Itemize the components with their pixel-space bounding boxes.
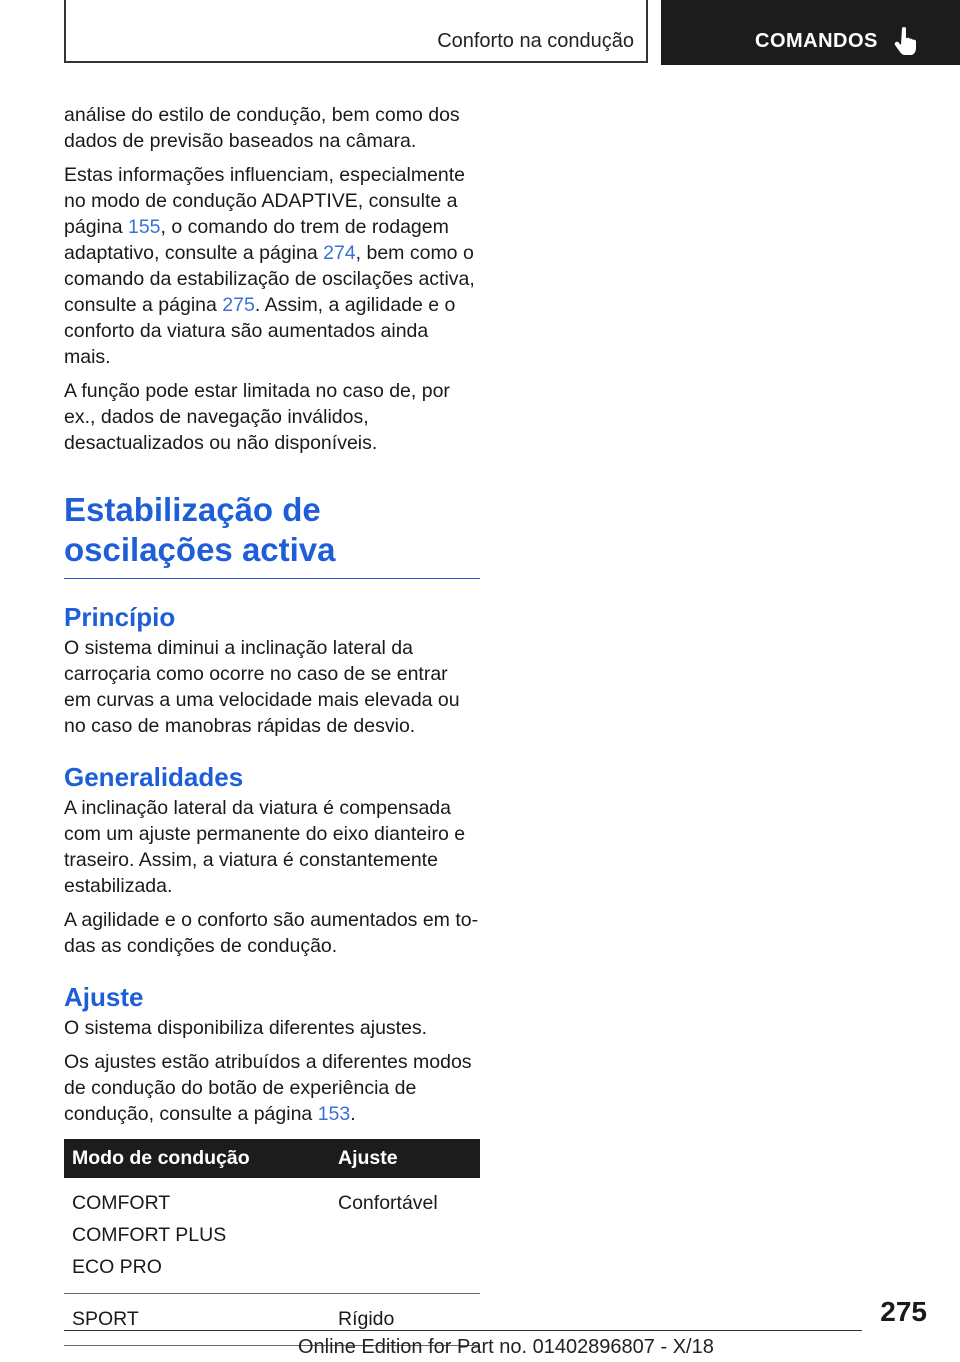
- principio-heading: Princípio: [64, 602, 176, 632]
- generalidades-text-2: A agilidade e o conforto são aumentados em todas as condições de condução.: [64, 909, 479, 957]
- text-run: .: [350, 1103, 356, 1125]
- mode-name: SPORT: [72, 1308, 139, 1330]
- page-reference-link[interactable]: 274: [323, 242, 356, 264]
- table-header-setting: Ajuste: [330, 1139, 480, 1178]
- principio-text: O sistema diminui a inclinação lateral da carroçaria como ocorre no caso de se entrar em curvas a uma velocidade mais elevada ou no caso de manobras rápidas de desvio.: [64, 637, 460, 737]
- setting-value: Rígido: [338, 1308, 395, 1330]
- intro-paragraph: [64, 102, 480, 154]
- generalidades-text-1: A inclinação lateral da viatura é compensada com um ajuste permanente do eixo dianteiro e traseiro. Assim, a viatura é constantemente estabilizada.: [64, 797, 466, 897]
- pointing-hand-icon: [893, 26, 919, 56]
- page-reference-link[interactable]: 153: [317, 1103, 351, 1125]
- mode-name: COMFORT: [72, 1192, 171, 1214]
- text-run: análise do estilo de condução, bem como dos dados de previsão baseados na câmara.: [64, 104, 460, 152]
- intro-paragraph: [64, 378, 480, 456]
- page-number: 275: [880, 1296, 927, 1327]
- intro-paragraphs: [64, 102, 480, 456]
- intro-paragraph: [64, 162, 480, 370]
- page-reference-link[interactable]: 275: [222, 294, 255, 316]
- settings-table: [64, 1139, 480, 1346]
- generalidades-heading: Generalidades: [64, 762, 244, 792]
- ajuste-heading: Ajuste: [64, 982, 144, 1012]
- text-run: . Assim, a agilidade e o conforto da viatura são aumentados ainda mais.: [64, 294, 456, 368]
- mode-name: COMFORT PLUS: [72, 1224, 227, 1246]
- chapter-title: COMANDOS: [755, 30, 878, 52]
- setting-cell: [330, 1178, 480, 1294]
- section-heading: Estabilização de oscilações activa: [64, 490, 480, 579]
- text-run: , bem como o comando da estabilização de oscilações activa, consulte a página: [64, 242, 475, 316]
- text-run: A função pode estar limitada no caso de, por ex., dados de navegação inválidos, desactualizados ou não disponíveis.: [64, 380, 450, 454]
- ajuste-text-1: O sistema disponibiliza diferentes ajustes.: [64, 1017, 428, 1039]
- mode-name: ECO PRO: [72, 1256, 162, 1278]
- text-run: Os ajustes estão atribuídos a diferentes modos de condução do botão de experiência de condução, consulte a página: [64, 1051, 472, 1125]
- mode-cell: [64, 1294, 330, 1346]
- section-title: Conforto na condução: [437, 30, 634, 52]
- page-reference-link[interactable]: 155: [127, 216, 161, 238]
- ajuste-text-2: [64, 1049, 480, 1127]
- table-header-mode: Modo de condução: [64, 1139, 330, 1178]
- table-row: [64, 1178, 480, 1294]
- mode-cell: [64, 1178, 330, 1294]
- footer-edition: Online Edition for Part no. 01402896807 - X/18: [298, 1336, 714, 1358]
- footer-divider: [64, 1330, 862, 1331]
- text-run: , o comando do trem de rodagem adaptativo, consulte a página: [64, 216, 449, 264]
- text-run: Estas informações influenciam, especialmente no modo de condução ADAPTIVE, consulte a página: [64, 164, 466, 238]
- chapter-tab: [661, 0, 960, 65]
- table-header-row: [64, 1139, 480, 1178]
- running-header: [64, 0, 648, 63]
- content-column: [64, 102, 480, 1346]
- setting-value: Confortável: [338, 1192, 438, 1214]
